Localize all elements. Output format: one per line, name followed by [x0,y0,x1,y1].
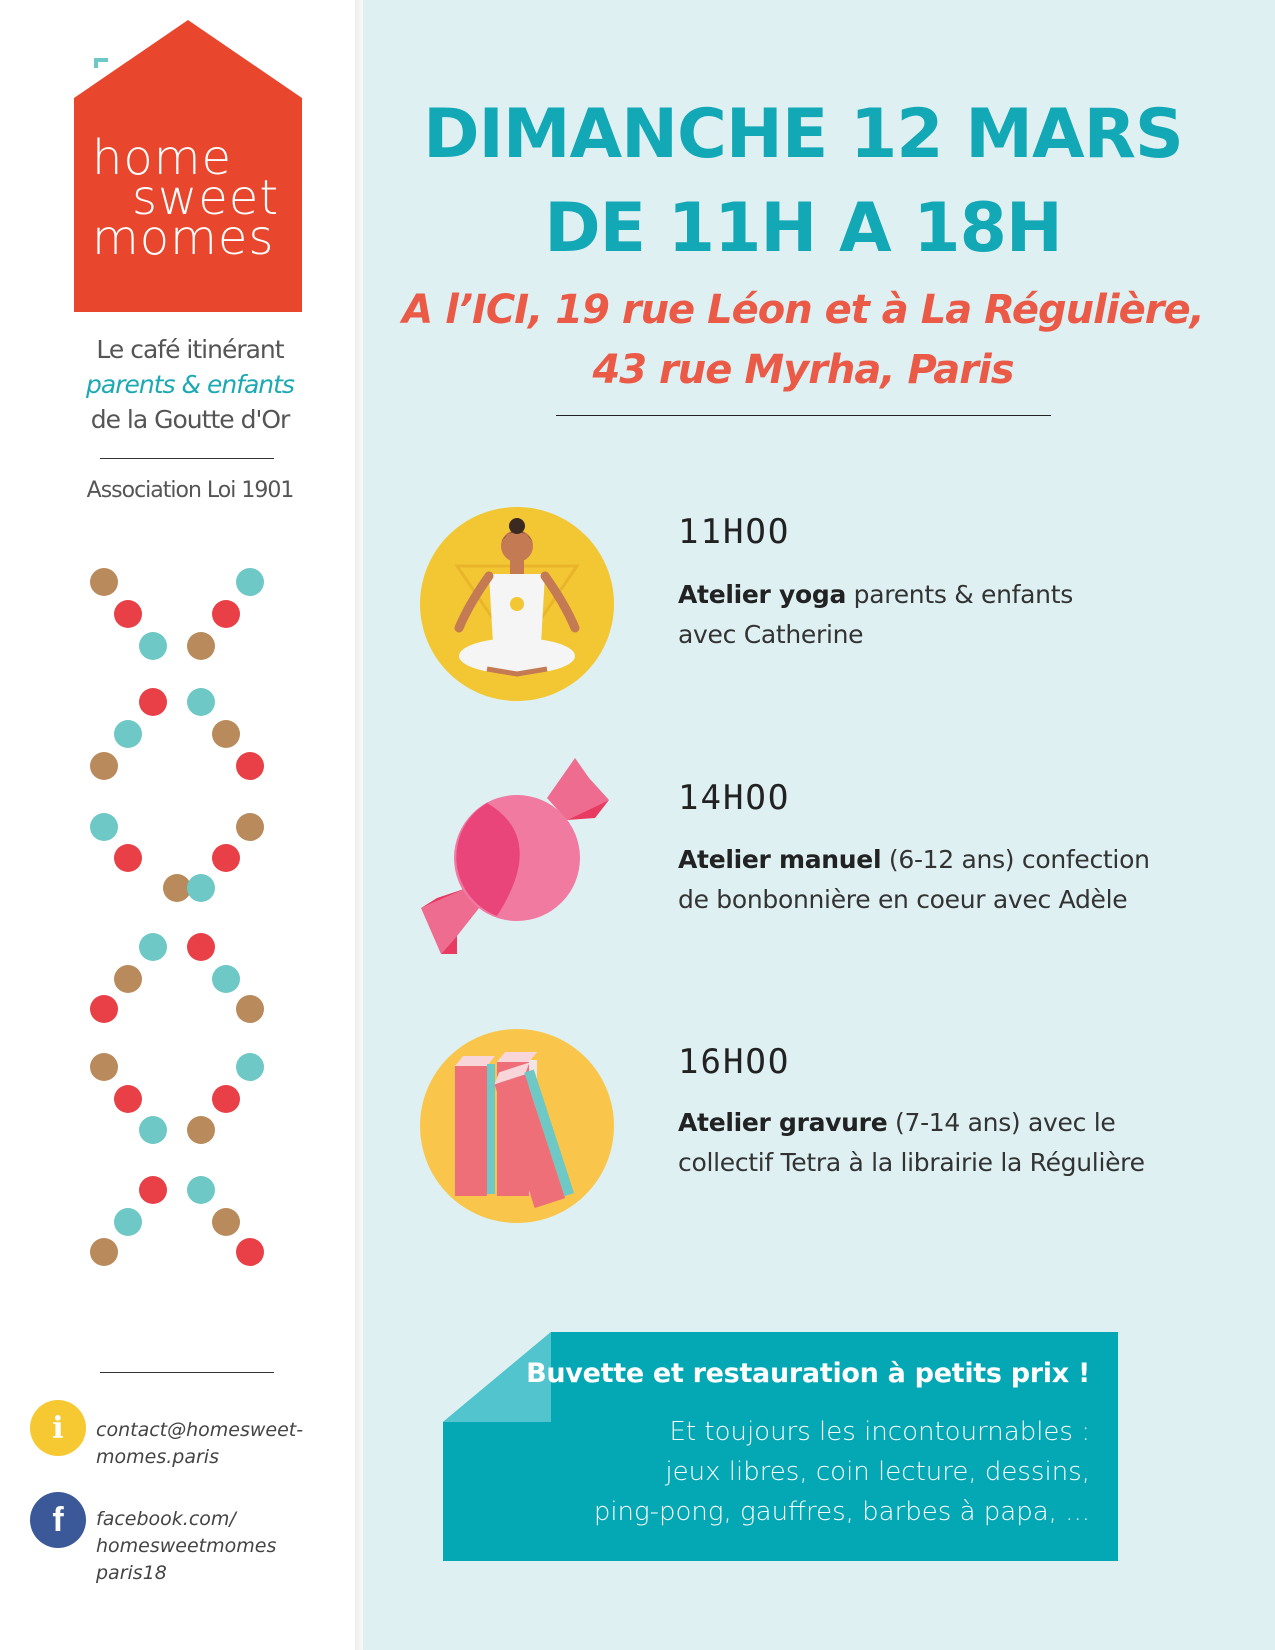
sidebar [0,0,363,1650]
decorative-dot [90,995,118,1023]
event-headline [363,88,1243,276]
decorative-dot [212,1085,240,1113]
decorative-dot [236,1238,264,1266]
decorative-dot [90,568,118,596]
decorative-dot [212,600,240,628]
decorative-dot [139,933,167,961]
event-description-2: Atelier manuel (6-12 ans) confection de bonbonnière en coeur avec Adèle [678,845,1150,914]
tagline-line1: Le café itinérant [96,335,284,364]
decorative-dot [90,813,118,841]
tagline [60,332,320,437]
decorative-dot [212,965,240,993]
decorative-dot [236,568,264,596]
facebook-icon: f [30,1492,86,1548]
facebook-link[interactable]: facebook.com/ homesweetmomes paris18 [96,1508,277,1584]
decorative-dot [236,813,264,841]
info-icon: i [30,1400,86,1456]
decorative-dot [163,874,191,902]
decorative-dot [212,720,240,748]
promo-body: Et toujours les incontournables : jeux libres, coin lecture, dessins, ping-pong, gauffres, barbes à papa, ... [593,1417,1090,1527]
time-line: DE 11H A 18H [544,189,1062,268]
sidebar-divider-top [100,458,274,459]
event-description-3: Atelier gravure (7-14 ans) avec le collectif Tetra à la librairie la Régulière [678,1108,1145,1177]
decorative-dot [187,874,215,902]
event-time-1: 11HOO [678,512,791,552]
decorative-dot [187,1116,215,1144]
candy-icon [417,758,617,958]
decorative-dot [139,688,167,716]
event-description-1: Atelier yoga parents & enfants avec Catherine [678,580,1073,649]
decorative-dot [90,1238,118,1266]
decorative-dot [139,1176,167,1204]
logo-wordmark [92,130,292,266]
logo-line-home: home [92,130,233,186]
decorative-dot [114,1085,142,1113]
tagline-line3: de la Goutte d'Or [90,405,290,434]
decorative-dot [139,1116,167,1144]
decorative-dot [114,600,142,628]
yoga-icon [417,504,617,704]
main-panel [363,0,1275,1650]
event-location [363,280,1243,400]
logo-line-momes: momes [92,210,275,266]
decorative-dot [139,632,167,660]
event-time-3: 16HOO [678,1042,791,1082]
decorative-dot [90,1053,118,1081]
info-icon-tail [70,1440,84,1452]
decorative-dot [187,632,215,660]
association-label: Association Loi 1901 [86,478,294,503]
decorative-dot [114,965,142,993]
date-line: DIMANCHE 12 MARS [423,95,1183,174]
promo-title: Buvette et restauration à petits prix ! [526,1358,1090,1389]
promo-banner [443,1332,1118,1561]
event-time-2: 14HOO [678,778,791,818]
decorative-dot [114,720,142,748]
decorative-dot [187,933,215,961]
decorative-dot [90,752,118,780]
location-line2: 43 rue Myrha, Paris [592,347,1014,393]
decorative-dot [212,844,240,872]
decorative-dot [187,1176,215,1204]
location-line1: A l’ICI, 19 rue Léon et à La Régulière, [402,287,1204,333]
header-divider [556,415,1051,416]
books-icon [417,1026,617,1226]
decorative-dots-pattern [80,560,290,1300]
sidebar-divider-bottom [100,1372,274,1373]
logo-line-sweet: sweet [132,170,280,226]
decorative-dot [114,1208,142,1236]
contact-email[interactable]: contact@homesweet- momes.paris [96,1419,304,1468]
decorative-dot [236,995,264,1023]
decorative-dot [236,752,264,780]
decorative-dot [187,688,215,716]
decorative-dot [212,1208,240,1236]
decorative-dot [236,1053,264,1081]
tagline-line2: parents & enfants [86,370,294,399]
decorative-dot [114,844,142,872]
